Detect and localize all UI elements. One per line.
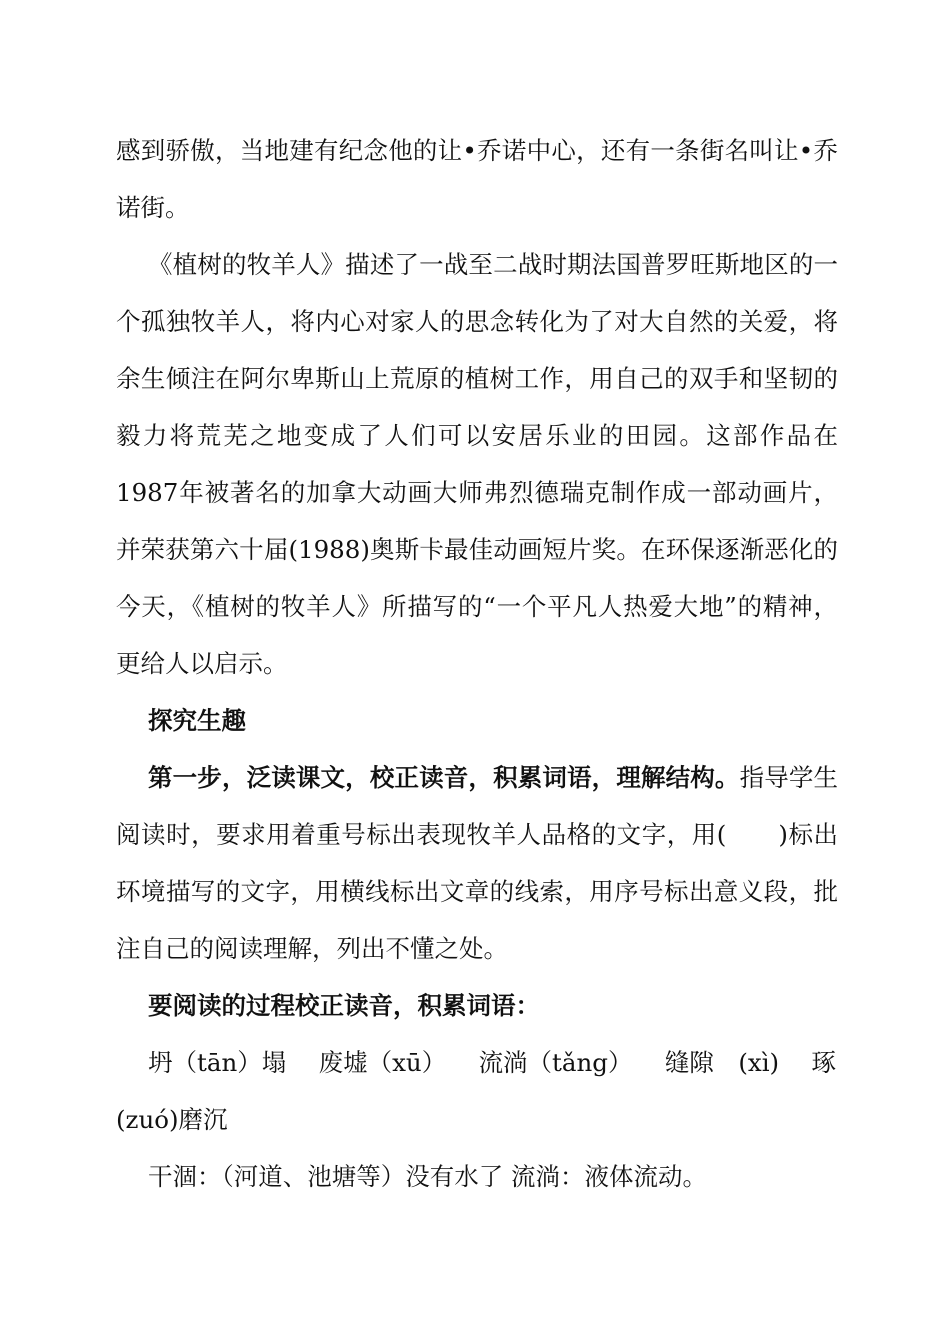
paragraph-intro-end: 感到骄傲，当地建有纪念他的让•乔诺中心，还有一条街名叫让•乔诺街。: [116, 136, 838, 222]
step-one-lead: 第一步，泛读课文，校正读音，积累词语，理解结构。: [148, 763, 740, 792]
step-one-text-b: )标出环境描写的文字，用横线标出文章的线索，用序号标出意义段，批注自己的阅读理解，列出不懂之处。: [116, 820, 839, 963]
section-heading: 探究生趣: [148, 706, 246, 735]
vocab-heading: 要阅读的过程校正读音，积累词语：: [148, 991, 540, 1020]
step-one-text-a: 指导学生阅读时，要求用着重号标出表现牧羊人品格的文字，用(: [116, 763, 839, 849]
pinyin-word: 废墟（xū）: [318, 1048, 447, 1077]
paragraph-summary: 《植树的牧羊人》描述了一战至二战时期法国普罗旺斯地区的一个孤独牧羊人，将内心对家人的思念转化为了对大自然的关爱，将余生倾注在阿尔卑斯山上荒原的植树工作，用自己的双手和坚韧的毅力将荒芜之地变成了人们可以安居乐业的田园。这部作品在1987年被著名的加拿大动画大师弗烈德瑞克制作成一部动画片，并荣获第六十届(1988)奥斯卡最佳动画短片奖。在环保逐渐恶化的今天，《植树的牧羊人》所描写的“一个平凡人热爱大地”的精神，更给人以启示。: [116, 250, 838, 678]
pinyin-word: 琢: [811, 1048, 836, 1077]
pinyin-word: 流淌（tǎng）: [478, 1048, 633, 1077]
pinyin-continuation: (zuó)磨沉: [116, 1105, 228, 1134]
definition-line: 干涸：（河道、池塘等）没有水了 流淌：液体流动。: [148, 1162, 708, 1191]
document-page: [116, 122, 838, 1205]
pinyin-list: [116, 1034, 838, 1091]
pinyin-word: 坍（tān）塌: [148, 1048, 287, 1077]
paragraph-step-one: [116, 749, 838, 977]
pinyin-word: 缝隙 (xì): [664, 1048, 780, 1077]
